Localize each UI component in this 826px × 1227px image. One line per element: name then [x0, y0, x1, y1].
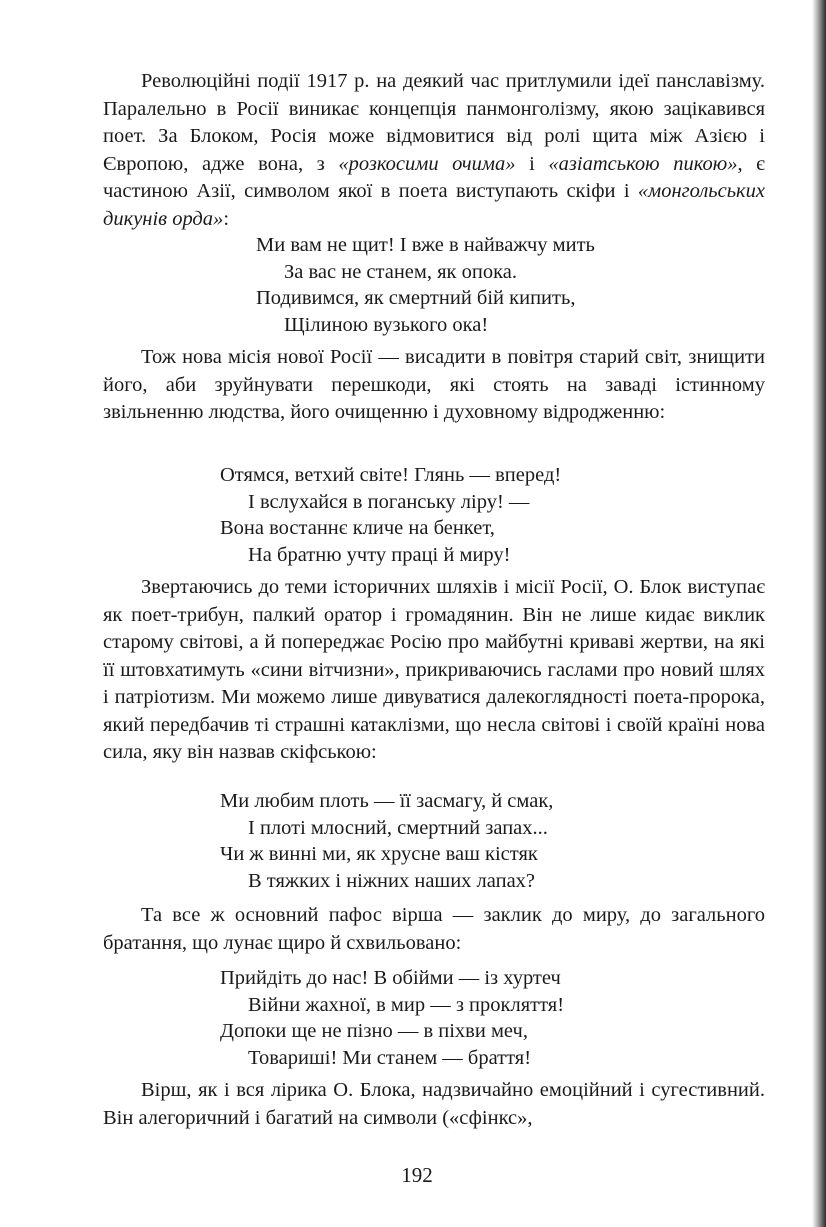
- poem-line: Ми любим плоть — її засмагу, й смак,: [220, 790, 554, 812]
- poem-line: Товариші! Ми станем — браття!: [248, 1046, 532, 1069]
- page-edge-shadow: [812, 0, 826, 1227]
- paragraph-1: Революційні події 1917 р. на деякий час притлумили ідеї панславізму. Паралельно в Росії виникає концепція панмонголізму, якою зацікавився поет. За Блоком, Росія може відмовитися від ролі щита між Азією і Європою, адже вона, з «розкосими очима» і «азіатською пикою», є частиною Азії, символом якої в поета виступають скіфи і «монгольських дикунів орда»:: [103, 70, 765, 230]
- poem-line: В тяжких і ніжних наших лапах?: [248, 869, 536, 892]
- paragraph-4: Та все ж основний пафос вірша — заклик до миру, до загального братання, що лунає щиро й схвильовано:: [103, 904, 765, 954]
- paragraph-2: Тож нова місія нової Росії — висадити в повітря старий світ, знищити його, аби зруйнувати перешкоди, які стоять на заваді істинному звільненню людства, його очищенню і духовному відродженню:: [103, 346, 765, 423]
- poem-line: І вслухайся в поганську ліру! —: [248, 490, 530, 513]
- poem-stanza-4: [220, 965, 564, 1071]
- poem-line: Ми вам не щит! І вже в найважчу мить: [256, 234, 595, 256]
- paragraph-5: Вірш, як і вся лірика О. Блока, надзвичайно емоційний і сугестивний. Він алегоричний і багатий на символи («сфінкс»,: [103, 1079, 765, 1129]
- poem-line: Війни жахної, в мир — з прокляття!: [248, 993, 565, 1016]
- poem-line: Чи ж винні ми, як хрусне ваш кістяк: [220, 843, 538, 865]
- page-number: 192: [401, 1163, 433, 1187]
- poem-line: Щілиною вузького ока!: [284, 313, 489, 336]
- poem-stanza-3: [220, 788, 553, 894]
- poem-line: І плоті млосний, смертний запах...: [248, 816, 548, 839]
- poem-line: Вона востаннє кличе на бенкет,: [220, 517, 495, 539]
- poem-line: Допоки ще не пізно — в піхви меч,: [220, 1020, 528, 1042]
- poem-line: Отямся, ветхий світе! Глянь — вперед!: [220, 464, 562, 486]
- poem-line: На братню учту праці й миру!: [248, 543, 511, 566]
- paragraph-3: Звертаючись до теми історичних шляхів і місії Росії, О. Блок виступає як поет-трибун, палкий оратор і громадянин. Він не лише кидає виклик старому світові, а й попереджає Росію про майбутні криваві жертви, на які її штовхатимуть «сини вітчизни», прикриваючись гаслами про новий шлях і патріотизм. Ми можемо лише дивуватися далекоглядності поета-пророка, який передбачив ті страшні катаклізми, що несла світові і своїй країні нова сила, яку він назвав скіфською:: [103, 576, 765, 763]
- poem-line: Подивимся, як смертний бій кипить,: [256, 287, 576, 309]
- poem-line: Прийдіть до нас! В обійми — із хуртеч: [220, 967, 561, 989]
- poem-stanza-1: [256, 232, 595, 338]
- poem-stanza-2: [220, 462, 561, 568]
- poem-line: За вас не станем, як опока.: [284, 260, 517, 283]
